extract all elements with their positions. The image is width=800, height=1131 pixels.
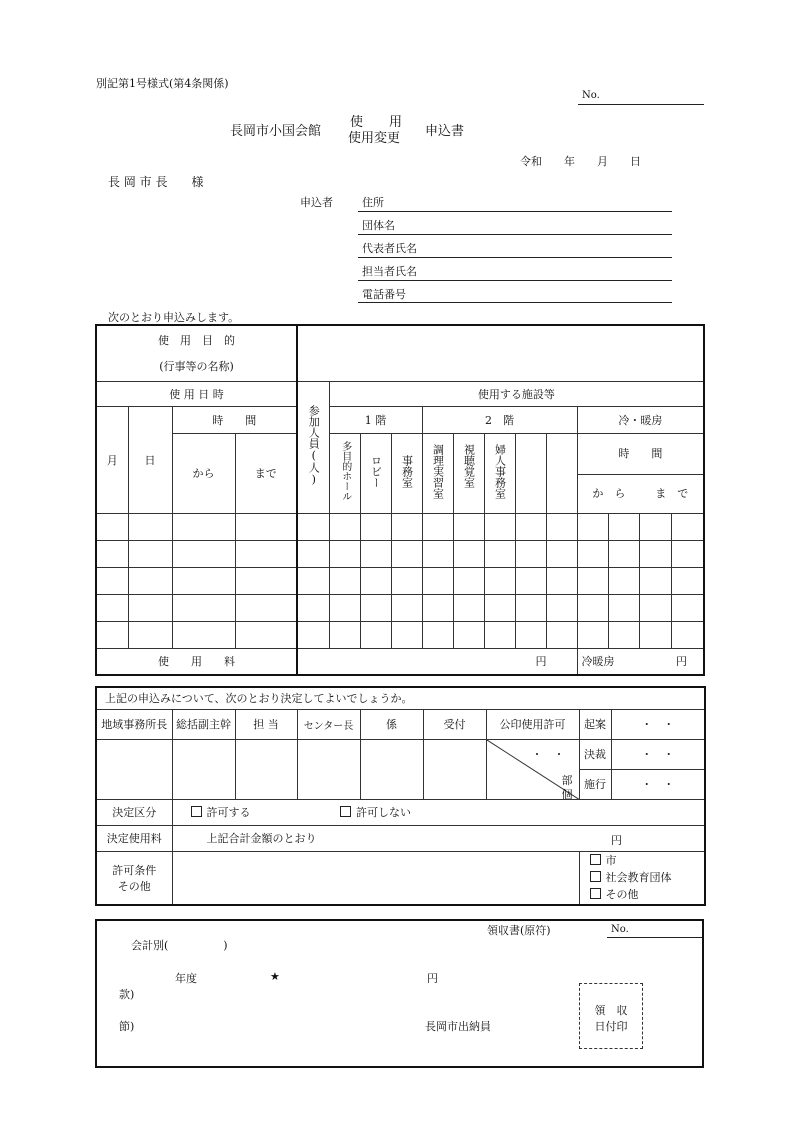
purpose-sub-label: (行事等の名称)	[159, 360, 234, 374]
room-office	[391, 433, 422, 513]
table-row[interactable]	[96, 594, 704, 621]
stamp-center-director[interactable]	[297, 739, 360, 799]
stamp-section[interactable]	[360, 739, 423, 799]
header-seal-permission: 公印使用許可	[486, 709, 579, 739]
room-lobby-label: ロビー	[369, 455, 383, 488]
datetime-label: 使 用 日 時	[96, 381, 297, 406]
floor2-label: 2 階	[422, 406, 577, 433]
stamp-reception[interactable]	[423, 739, 486, 799]
kessai-date[interactable]: ・ ・	[611, 739, 705, 769]
group-name-underline	[358, 234, 672, 235]
address-field[interactable]: 住所	[362, 196, 384, 209]
receipt-number-label: No.	[611, 924, 629, 935]
table-row[interactable]	[96, 540, 704, 567]
deny-checkbox[interactable]	[340, 806, 411, 819]
conditions-label: 許可条件	[112, 863, 157, 877]
ac-fee-label: 冷暖房	[581, 655, 615, 669]
header-reception: 受付	[423, 709, 486, 739]
conditions-input[interactable]	[172, 851, 579, 905]
kan-label: 款)	[119, 988, 135, 1001]
receipt-yen: 円	[427, 972, 438, 985]
attendees-header	[297, 381, 329, 513]
conditions-label-cell	[96, 851, 172, 905]
decision-category-cell	[172, 799, 705, 825]
receipt-date-stamp[interactable]	[579, 983, 643, 1049]
conditions-other-label: その他	[117, 879, 151, 893]
decided-fee-cell	[172, 825, 705, 851]
application-table	[95, 324, 705, 676]
time-from-label: から	[172, 433, 235, 513]
phone-underline	[358, 302, 672, 303]
decided-fee-yen: 円	[611, 833, 623, 847]
address-underline	[358, 211, 672, 212]
ac-time-cell	[577, 433, 704, 513]
ac-time-label: 時 間	[578, 434, 704, 475]
contact-person-field[interactable]: 担当者氏名	[362, 265, 417, 278]
title-prefix: 長岡市小国会館	[230, 124, 322, 139]
table-row[interactable]	[96, 621, 704, 648]
header-regional-director: 地域事務所長	[96, 709, 172, 739]
room-av-label: 視聴覚室	[462, 443, 476, 488]
shiko-date[interactable]: ・ ・	[611, 769, 705, 799]
deny-checkbox-box	[340, 806, 351, 817]
title-suffix: 申込書	[425, 124, 465, 139]
option-education-group[interactable]	[590, 869, 705, 886]
seal-dots: ・ ・	[531, 747, 565, 761]
group-name-field[interactable]: 団体名	[362, 219, 395, 232]
stamp-in-charge[interactable]	[235, 739, 297, 799]
header-deputy-manager: 総括副主幹	[172, 709, 235, 739]
ac-from-label: か ら	[592, 486, 626, 500]
month-label: 月	[96, 406, 128, 513]
ac-to-label: ま で	[655, 486, 689, 500]
option-education-group-label: 社会教育団体	[605, 871, 672, 885]
option-other-box	[590, 888, 601, 899]
option-education-group-box	[590, 871, 601, 882]
ac-fee-input[interactable]	[577, 648, 704, 675]
attendees-label: 参加人員(人)	[307, 405, 321, 486]
deny-label: 許可しない	[356, 806, 411, 819]
permit-checkbox[interactable]	[191, 806, 251, 819]
purpose-label: 使 用 目 的	[158, 334, 235, 348]
fiscal-year-label: 年度	[175, 972, 197, 985]
phone-field[interactable]: 電話番号	[362, 288, 406, 301]
fee-input[interactable]	[297, 648, 577, 675]
decided-fee-label: 決定使用料	[96, 825, 172, 851]
account-label: 会計別( )	[131, 939, 228, 952]
kian-label: 起案	[579, 709, 611, 739]
header-center-director: センター長	[297, 709, 360, 739]
room-womens-office-label: 婦人事務室	[493, 444, 507, 499]
room-cooking	[422, 433, 453, 513]
option-other-label: その他	[605, 888, 639, 902]
kessai-label: 決裁	[579, 739, 611, 769]
receipt-box	[95, 919, 704, 1068]
ac-label: 冷・暖房	[577, 406, 704, 433]
purpose-label-cell	[96, 325, 297, 381]
stamp-label-date: 日付印	[594, 1020, 628, 1033]
seal-count-label: 個	[561, 787, 573, 799]
kian-date[interactable]: ・ ・	[611, 709, 705, 739]
stamp-deputy-manager[interactable]	[172, 739, 235, 799]
time-label: 時 間	[172, 406, 297, 433]
permit-checkbox-box	[191, 806, 202, 817]
room-lobby	[360, 433, 391, 513]
room-blank-1	[515, 433, 546, 513]
form-reference: 別記第1号様式(第4条関係)	[96, 77, 229, 90]
stamp-regional-director[interactable]	[96, 739, 172, 799]
room-womens-office	[484, 433, 515, 513]
intro-text: 次のとおり申込みします。	[108, 311, 240, 324]
table-row[interactable]	[96, 513, 704, 540]
addressee: 長 岡 市 長 様	[108, 175, 204, 189]
seal-permission-cell[interactable]	[486, 739, 579, 799]
category-options	[579, 851, 705, 905]
room-office-label: 事務室	[400, 455, 414, 488]
representative-underline	[358, 257, 672, 258]
fee-label: 使 用 料	[96, 648, 297, 675]
room-multipurpose-hall-label: 多目的ホール	[339, 441, 351, 502]
star-mark: ★	[270, 970, 280, 983]
contact-person-underline	[358, 280, 672, 281]
room-blank-2	[546, 433, 577, 513]
receipt-title: 領収書(原符)	[487, 924, 551, 937]
form-number-underline	[578, 104, 704, 105]
setsu-label: 節)	[119, 1020, 135, 1033]
date-line: 令和 年 月 日	[520, 155, 641, 168]
form-number-label: No.	[582, 90, 600, 101]
decided-fee-text: 上記合計金額のとおり	[206, 832, 317, 845]
room-multipurpose-hall	[329, 433, 360, 513]
option-other[interactable]	[590, 886, 705, 903]
purpose-input[interactable]	[297, 325, 704, 381]
option-city-box	[590, 854, 601, 865]
option-city-label: 市	[605, 854, 617, 868]
room-av	[453, 433, 484, 513]
receipt-number-underline	[607, 937, 702, 938]
decision-category-label: 決定区分	[96, 799, 172, 825]
fee-yen: 円	[535, 655, 547, 669]
ac-fee-yen: 円	[676, 655, 687, 669]
stamp-label-received: 領 収	[594, 1004, 628, 1017]
facilities-label: 使用する施設等	[329, 381, 704, 406]
title-option-use: 使 用	[350, 115, 403, 130]
decision-table	[95, 686, 706, 906]
decision-intro: 上記の申込みについて、次のとおり決定してよいでしょうか。	[96, 687, 705, 709]
title-option-change: 使用変更	[348, 131, 401, 146]
treasurer-label: 長岡市出納員	[425, 1020, 491, 1033]
applicant-label: 申込者	[300, 196, 333, 209]
floor1-label: 1 階	[329, 406, 422, 433]
table-row[interactable]	[96, 567, 704, 594]
representative-field[interactable]: 代表者氏名	[362, 242, 417, 255]
header-in-charge: 担 当	[235, 709, 297, 739]
room-cooking-label: 調理実習室	[431, 444, 445, 499]
option-city[interactable]	[590, 852, 705, 869]
time-to-label: まで	[235, 433, 297, 513]
permit-label: 許可する	[206, 806, 251, 819]
day-label: 日	[128, 406, 172, 513]
seal-copies-label: 部	[561, 773, 573, 787]
header-section: 係	[360, 709, 423, 739]
shiko-label: 施行	[579, 769, 611, 799]
